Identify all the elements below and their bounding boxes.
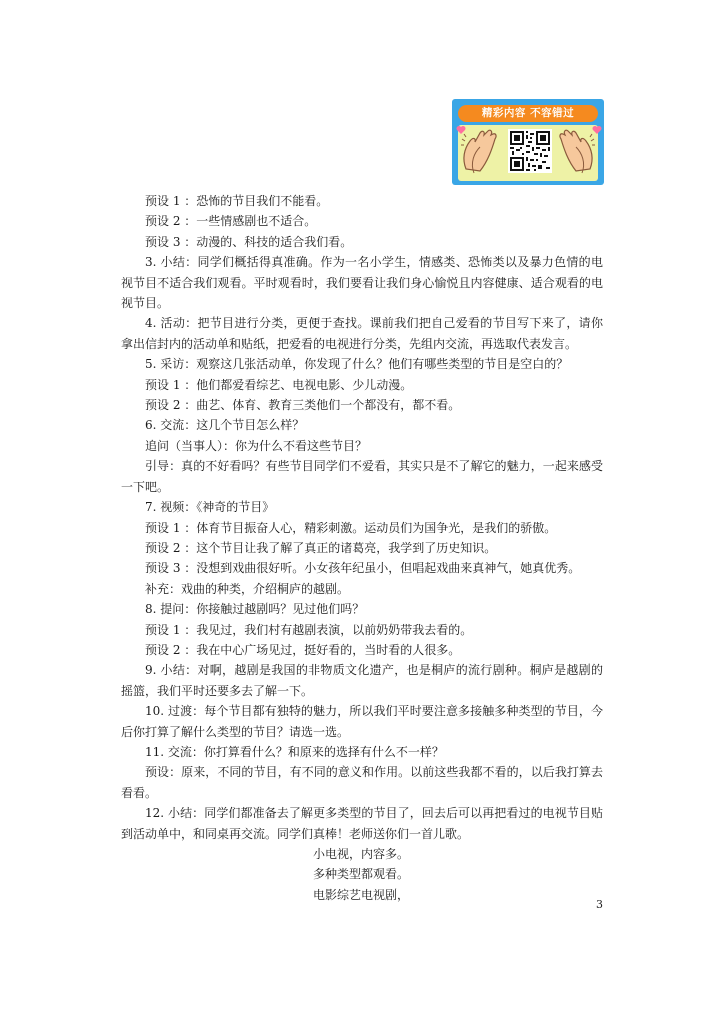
promo-banner[interactable] xyxy=(452,99,604,185)
paragraph: 预设 2 ：这个节目让我了解了真正的诸葛亮，我学到了历史知识。 xyxy=(145,540,497,555)
paragraph: 12. 小结：同学们都准备去了解更多类型的节目了，回去后可以再把看过的电视节目贴到活动单中，和同桌再交流。同学们真棒！老师送你们一首儿歌。 xyxy=(121,806,603,841)
paragraph: 8. 提问：你接触过越剧吗？见过他们吗？ xyxy=(145,602,365,617)
paragraph: 预设 3 ：没想到戏曲很好听。小女孩年纪虽小，但唱起戏曲来真神气，她真优秀。 xyxy=(145,561,581,576)
document-body xyxy=(121,191,603,905)
paragraph: 5. 采访：观察这几张活动单，你发现了什么？他们有哪些类型的节目是空白的？ xyxy=(145,357,569,372)
paragraph: 预设 1 ：他们都爱看综艺、电视电影、少儿动漫。 xyxy=(145,377,413,392)
paragraph: 4. 活动：把节目进行分类，更便于查找。课前我们把自己爱看的节目写下来了，请你拿出信封内的活动单和贴纸，把爱看的电视进行分类，先组内交流，再选取代表发言。 xyxy=(121,316,603,351)
poem-line: 电影综艺电视剧， xyxy=(313,887,410,902)
paragraph: 9. 小结：对啊，越剧是我国的非物质文化遗产，也是桐庐的流行剧种。桐庐是越剧的摇篮，我们平时还要多去了解一下。 xyxy=(121,663,603,698)
paragraph: 7. 视频：《神奇的节目》 xyxy=(145,500,275,515)
paragraph: 11. 交流：你打算看什么？和原来的选择有什么不一样？ xyxy=(145,744,444,759)
paragraph: 预设 1 ：恐怖的节目我们不能看。 xyxy=(145,194,329,208)
paragraph: 预设 2 ：我在中心广场见过，挺好看的，当时看的人很多。 xyxy=(145,642,461,657)
poem-line: 小电视，内容多。 xyxy=(313,847,410,861)
poem-line: 多种类型都观看。 xyxy=(313,867,410,882)
clapping-hands-icon xyxy=(460,129,500,175)
qr-code-pattern xyxy=(510,131,550,171)
banner-title: 精彩内容 不容错过 xyxy=(458,105,598,122)
paragraph: 3. 小结：同学们概括得真准确。作为一名小学生，情感类、恐怖类以及暴力色情的电视节目不适合我们观看。平时观看时，我们要看让我们身心愉悦且内容健康、适合观看的电视节目。 xyxy=(121,255,603,311)
paragraph: 10. 过渡：每个节目都有独特的魅力，所以我们平时要注意多接触多种类型的节目，今后你打算了解什么类型的节目？请选一选。 xyxy=(121,704,603,739)
paragraph: 6. 交流：这几个节目怎么样？ xyxy=(145,418,305,433)
qr-code[interactable] xyxy=(508,129,552,173)
paragraph: 追问（当事人）：你为什么不看这些节目？ xyxy=(145,438,368,453)
paragraph: 预设 3 ：动漫的、科技的适合我们看。 xyxy=(145,234,353,249)
paragraph: 补充：戏曲的种类，介绍桐庐的越剧。 xyxy=(145,581,350,596)
paragraph: 引导：真的不好看吗？有些节目同学们不爱看，其实只是不了解它的魅力，一起来感受一下吧。 xyxy=(121,459,603,494)
paragraph: 预设 1 ：体育节目振奋人心，精彩刺激。运动员们为国争光，是我们的骄傲。 xyxy=(145,520,557,535)
paragraph: 预设 2 ：曲艺、体育、教育三类他们一个都没有，都不看。 xyxy=(145,398,461,413)
page-number: 3 xyxy=(596,898,603,911)
paragraph: 预设 1 ：我见过，我们村有越剧表演，以前奶奶带我去看的。 xyxy=(145,622,473,637)
paragraph: 预设：原来，不同的节目，有不同的意义和作用。以前这些我都不看的，以后我打算去看看。 xyxy=(121,765,603,800)
paragraph: 预设 2 ：一些情感剧也不适合。 xyxy=(145,214,317,229)
clapping-hands-icon xyxy=(556,129,596,175)
